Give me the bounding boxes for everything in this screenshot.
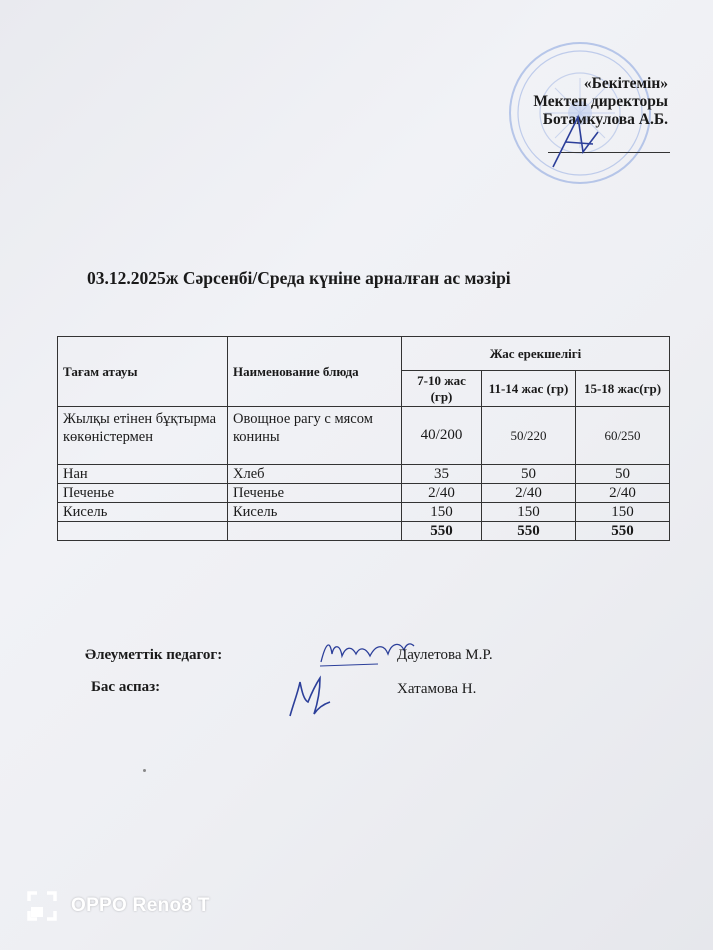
dish-name-ru: Печенье	[228, 484, 402, 503]
table-row	[58, 465, 670, 484]
camera-watermark	[25, 890, 210, 922]
camera-watermark-text: OPPO Reno8 T	[71, 895, 210, 916]
page-title: 03.12.2025ж Сәрсенбі/Среда күніне арналған ас мәзірі	[87, 268, 511, 288]
head-cook-label: Бас аспаз:	[91, 679, 161, 695]
approval-position: Мектеп директоры	[533, 93, 668, 110]
portion-11-14: 150	[482, 503, 576, 522]
table-header-row	[58, 337, 670, 371]
dish-name-kz: Кисель	[58, 503, 228, 522]
total-empty-cell	[58, 522, 228, 541]
table-row	[58, 484, 670, 503]
header-age-7-10: 7-10 жас (гр)	[402, 371, 482, 407]
portion-15-18: 150	[576, 503, 670, 522]
portion-15-18: 60/250	[576, 407, 670, 465]
portion-11-14: 50/220	[482, 407, 576, 465]
paper-speck	[143, 769, 146, 772]
dish-name-ru: Хлеб	[228, 465, 402, 484]
dish-name-ru: Кисель	[228, 503, 402, 522]
portion-7-10: 2/40	[402, 484, 482, 503]
total-empty-cell	[228, 522, 402, 541]
head-cook-name: Хатамова Н.	[397, 681, 477, 697]
portion-11-14: 50	[482, 465, 576, 484]
portion-15-18: 2/40	[576, 484, 670, 503]
header-age-group: Жас ерекшелігі	[402, 337, 670, 371]
header-name-ru: Наименование блюда	[228, 337, 402, 407]
social-pedagogue-label: Әлеуметтік педагог:	[85, 647, 223, 663]
dish-name-kz: Нан	[58, 465, 228, 484]
header-age-15-18: 15-18 жас(гр)	[576, 371, 670, 407]
total-7-10: 550	[402, 522, 482, 541]
director-signature	[548, 112, 608, 172]
total-11-14: 550	[482, 522, 576, 541]
approval-heading: «Бекітемін»	[583, 75, 668, 92]
portion-15-18: 50	[576, 465, 670, 484]
social-pedagogue-name: Даулетова М.Р.	[397, 647, 493, 663]
dish-name-kz: Печенье	[58, 484, 228, 503]
table-row	[58, 503, 670, 522]
dish-name-kz: Жылқы етінен бұқтырма көкөністермен	[58, 407, 228, 465]
approval-name: Ботамкулова А.Б.	[542, 111, 668, 128]
header-age-11-14: 11-14 жас (гр)	[482, 371, 576, 407]
total-15-18: 550	[576, 522, 670, 541]
table-total-row	[58, 522, 670, 541]
portion-7-10: 150	[402, 503, 482, 522]
portion-11-14: 2/40	[482, 484, 576, 503]
head-cook-signature	[286, 672, 332, 720]
dish-name-ru: Овощное рагу с мясом конины	[228, 407, 402, 465]
camera-frame-icon	[25, 889, 59, 923]
portion-7-10: 40/200	[402, 407, 482, 465]
table-row	[58, 407, 670, 465]
portion-7-10: 35	[402, 465, 482, 484]
menu-table	[57, 336, 670, 541]
header-name-kz: Тағам атауы	[58, 337, 228, 407]
